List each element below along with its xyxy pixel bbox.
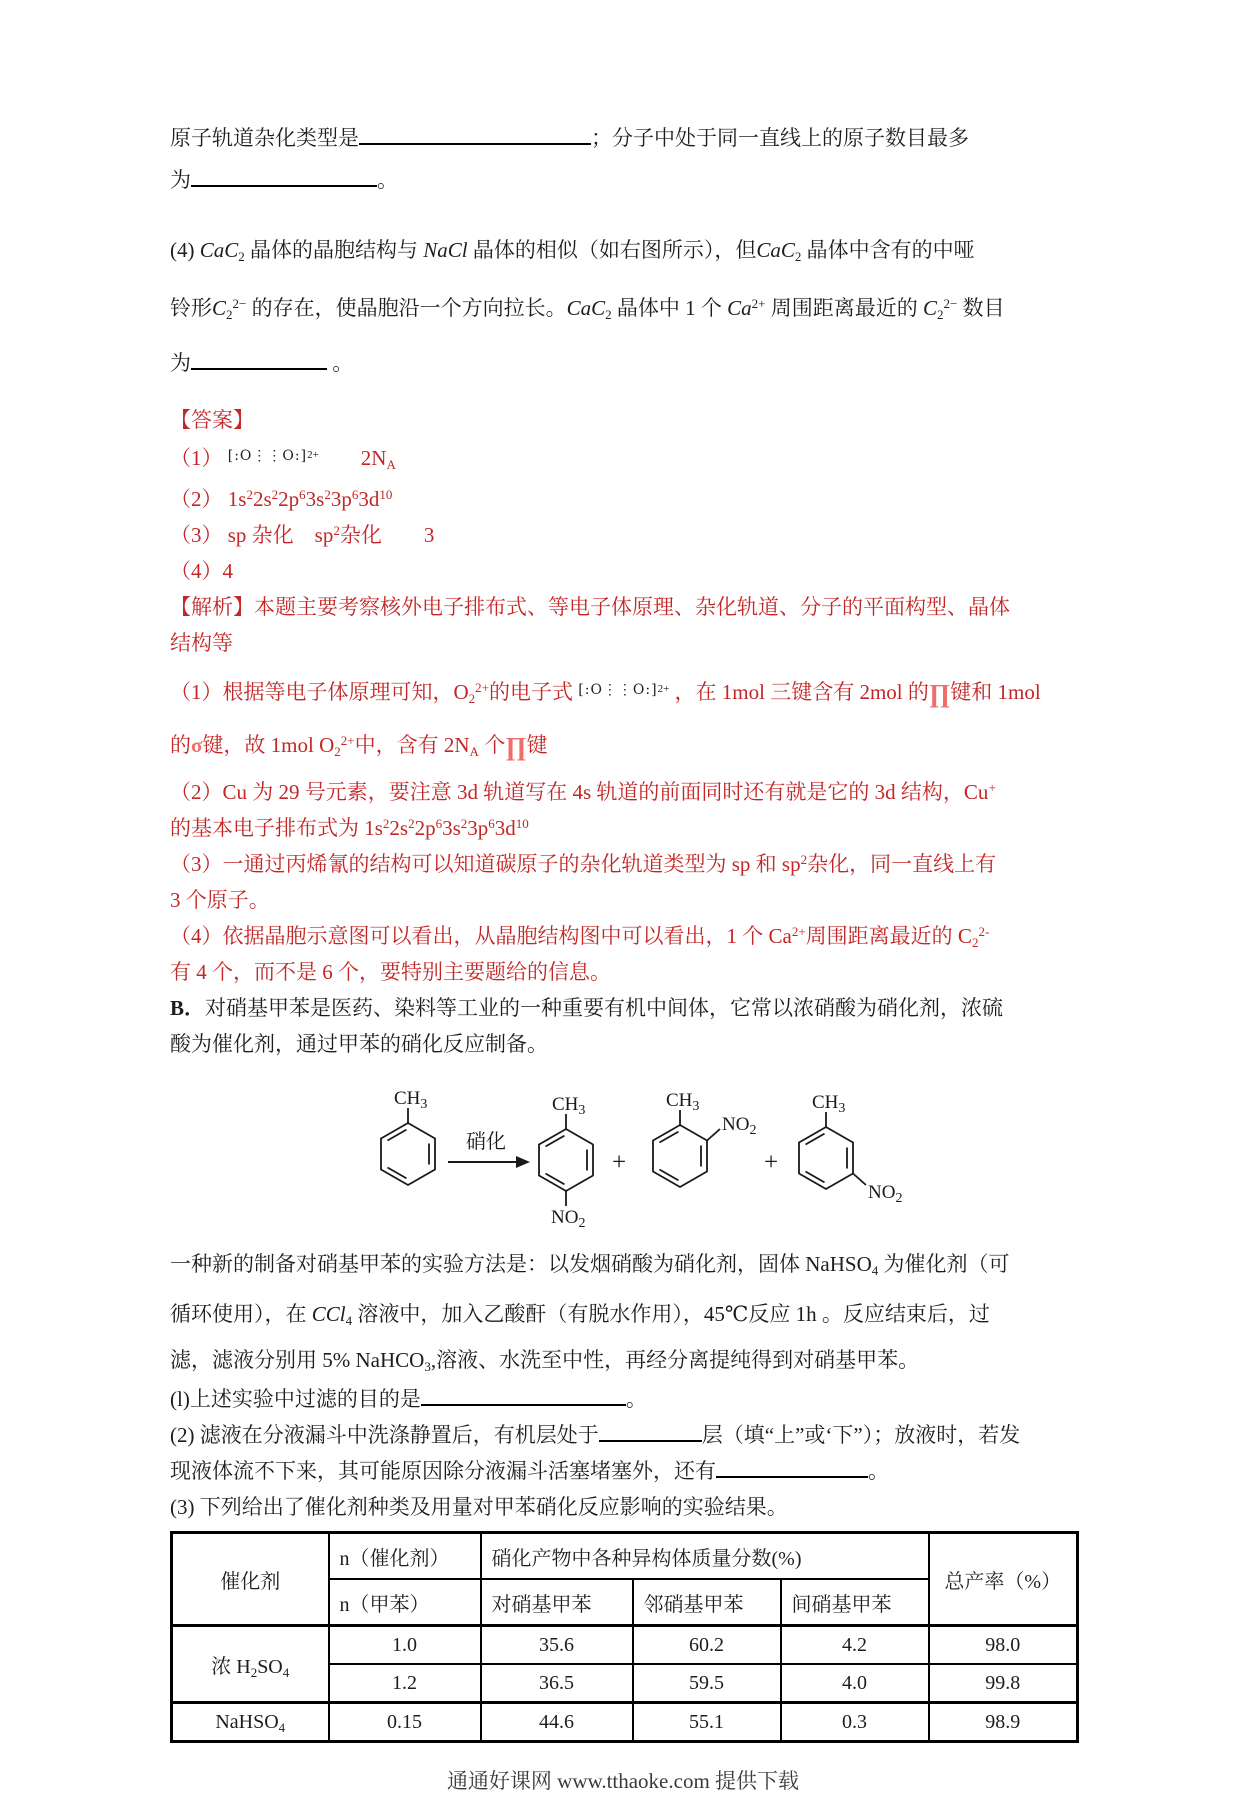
text-run: 3d — [358, 487, 380, 511]
superscript-text: 2 — [246, 487, 253, 502]
superscript-text: 2 — [408, 816, 415, 831]
answer-2-line — [170, 481, 1076, 517]
superscript-text: 2 — [333, 523, 340, 538]
subquestion2-line2 — [170, 1453, 1076, 1489]
answer-4-line — [170, 553, 1076, 589]
subscript-text: A — [469, 744, 479, 759]
subscript-text: 4 — [871, 1263, 879, 1278]
subscript-text: 2 — [794, 249, 802, 264]
table-row: 浓 $H_2SO_4$ 1.0 35.6 60.2 4.2 98.0 — [172, 1626, 1078, 1665]
text-run: 杂化 3 — [339, 523, 435, 547]
subscript-text: 2 — [226, 307, 233, 322]
text-run: 2p — [278, 487, 300, 511]
text-run: CaC — [756, 238, 795, 262]
site-footer: 通通好课网 www.tthaoke.com 提供下载 — [446, 1769, 800, 1793]
analysis-header-line2: 结构等 — [170, 631, 233, 655]
text-run: NaHSO — [215, 1710, 279, 1733]
text-run: 。 — [377, 168, 398, 192]
text-run: CaC — [566, 296, 606, 320]
arrow-label: 硝化 — [466, 1131, 506, 1153]
subscript-text: 2 — [238, 249, 245, 264]
text-run: 。 — [625, 1387, 647, 1411]
col-header-meta: 间硝基甲苯 — [781, 1579, 929, 1626]
text-run: 2N — [318, 446, 387, 470]
text-run: 杂化，同一直线上有 — [807, 852, 997, 876]
text-run: 一种新的制备对硝基甲苯的实验方法是：以发烟硝酸为硝化剂，固体 NaHSO — [170, 1252, 872, 1276]
subscript-text: 4 — [345, 1313, 353, 1328]
col-header-ratio-denominator: n（甲苯） — [329, 1579, 481, 1626]
table-row: 1.2 36.5 59.5 4.0 99.8 — [172, 1664, 1078, 1703]
analysis-3-line1 — [170, 846, 1076, 882]
text-run: ∏ — [505, 732, 527, 761]
text-run: 铃形 — [170, 296, 212, 320]
text-run: 原子轨道杂化类型是 — [170, 126, 359, 150]
svg-text:NO2: $NO_2$ — [551, 1207, 586, 1231]
text-run: ∏ — [928, 679, 951, 708]
text-run: CaC — [199, 238, 239, 262]
superscript-text: 2+ — [307, 449, 319, 461]
svg-text:CH3: $CH_3$ — [666, 1090, 700, 1114]
svg-text:CH3: $CH_3$ — [812, 1092, 846, 1116]
plus-sign: + — [764, 1149, 779, 1176]
text-run: 键和 1mol — [950, 680, 1041, 704]
text-run: 3p — [330, 487, 352, 511]
text-run: 为 — [170, 168, 191, 192]
text-run: 为 — [170, 351, 191, 375]
text-run: CCl — [311, 1302, 346, 1326]
text-run: 周围距离最近的 — [765, 296, 923, 320]
para-nitrotoluene-structure — [539, 1094, 593, 1231]
text-run: （3） sp 杂化 sp — [170, 523, 334, 547]
text-run: （2） 1s — [170, 487, 247, 511]
col-header-para: 对硝基甲苯 — [481, 1579, 633, 1626]
text-run: 为催化剂（可 — [878, 1252, 1010, 1276]
superscript-text: 2+ — [340, 733, 355, 748]
superscript-text: 2+ — [475, 680, 490, 695]
answer-blank — [716, 1474, 868, 1478]
text-run: ,溶液、水洗至中性，再经分离提纯得到对硝基甲苯。 — [430, 1348, 920, 1372]
table-row: NaHSO$_4$ 0.15 44.6 55.1 0.3 98.9 — [172, 1703, 1078, 1742]
sectionB-intro-line2: 酸为催化剂，通过甲苯的硝化反应制备。 — [170, 1032, 548, 1056]
superscript-text: 6 — [351, 487, 359, 502]
text-run: 层（填“上”或‘下”）；放液时，若发 — [701, 1423, 1021, 1447]
catalyst-results-table — [170, 1531, 1079, 1743]
superscript-text: 10 — [379, 487, 393, 502]
superscript-text: 2+ — [791, 924, 806, 939]
superscript-text: 6 — [435, 816, 443, 831]
text-run: 的电子式 — [489, 680, 579, 704]
method-line3 — [170, 1339, 1076, 1381]
answer-blank — [191, 366, 327, 370]
nitration-reaction-scheme — [320, 1066, 940, 1231]
text-run: 晶体的相似（如右图所示），但 — [467, 238, 757, 262]
text-run: B． — [170, 996, 206, 1020]
subscript-text: 2 — [605, 307, 612, 322]
text-run: 。 — [327, 351, 354, 375]
subscript-text: 2 — [334, 744, 341, 759]
text-run: NaCl — [423, 238, 468, 262]
text-run: C — [212, 296, 227, 320]
subscript-text: 2 — [250, 1664, 258, 1680]
text-run: 3p — [467, 816, 489, 840]
answer-blank — [359, 141, 591, 145]
text-run: ，在 1mol 三键含有 2mol 的 — [669, 680, 929, 704]
subquestion3-line: (3) 下列给出了催化剂种类及用量对甲苯硝化反应影响的实验结果。 — [170, 1495, 788, 1519]
text-run: [:O⋮⋮O:] — [578, 682, 658, 698]
catalyst-nahso4-cell — [172, 1703, 329, 1742]
text-run: Ca — [727, 296, 752, 320]
text-run: 中，含有 2N — [354, 733, 470, 757]
subscript-text: 2 — [971, 935, 979, 950]
analysis-1-line2 — [170, 724, 1076, 766]
answer-1-line — [170, 438, 1076, 481]
text-run: 对硝基甲苯是医药、染料等工业的一种重要有机中间体，它常以浓硝酸为硝化剂，浓硫 — [205, 996, 1004, 1020]
text-run: 晶体中含有的中哑 — [801, 238, 975, 262]
text-run: （2）Cu 为 29 号元素，要注意 3d 轨道写在 4s 轨道的前面同时还有就是它的 3d 结构，Cu — [170, 780, 989, 804]
question4-line3 — [170, 338, 1076, 388]
svg-text:NO2: $NO_2$ — [722, 1114, 757, 1138]
text-run: 3s — [305, 487, 325, 511]
text-run: C — [922, 296, 937, 320]
superscript-text: 2 — [382, 816, 390, 831]
text-run: σ — [191, 733, 203, 757]
answer-blank — [599, 1438, 702, 1442]
plus-sign: + — [612, 1149, 627, 1176]
col-header-isomer-span: 硝化产物中各种异构体质量分数(%) — [481, 1533, 929, 1580]
superscript-text: + — [988, 780, 996, 795]
text-run: 数目 — [957, 296, 1005, 320]
ortho-nitrotoluene-structure — [653, 1090, 756, 1187]
text-run: 浓 H — [211, 1655, 251, 1678]
text-run: 溶液中，加入乙酸酐（有脱水作用），45℃反应 1h 。反应结束后，过 — [352, 1302, 990, 1326]
answer-blank — [421, 1402, 626, 1406]
answer-3-line — [170, 517, 1076, 553]
text-run: 晶体中 1 个 — [611, 296, 728, 320]
superscript-text: 6 — [488, 816, 495, 831]
superscript-text: 2 — [800, 852, 808, 867]
col-header-ratio-numerator: n（催化剂） — [329, 1533, 481, 1580]
hybridization-question-line1 — [170, 118, 1076, 158]
text-run: （1）根据等电子体原理可知，O — [170, 680, 469, 704]
method-line2 — [170, 1289, 1076, 1339]
subscript-text: 2 — [468, 691, 476, 706]
text-run: （3）一通过丙烯氰的结构可以知道碳原子的杂化轨道类型为 sp 和 sp — [170, 852, 801, 876]
meta-nitrotoluene-structure — [799, 1092, 902, 1206]
analysis-1-line1 — [170, 671, 1076, 716]
text-run: 现液体流不下来，其可能原因除分液漏斗活塞堵塞外，还有 — [170, 1459, 716, 1483]
text-run: 3d — [494, 816, 516, 840]
method-line1 — [170, 1239, 1076, 1289]
text-run: 个 — [478, 733, 506, 757]
superscript-text: 2+ — [751, 296, 766, 311]
hybridization-question-line2 — [170, 158, 1076, 202]
text-run: 2s — [389, 816, 409, 840]
text-run: (2) 滤液在分液漏斗中洗涤静置后，有机层处于 — [170, 1423, 599, 1447]
subscript-text: 4 — [278, 1719, 286, 1735]
text-run: 2p — [414, 816, 436, 840]
analysis-4-line2: 有 4 个，而不是 6 个，要特别主要题给的信息。 — [170, 960, 611, 984]
col-header-yield: 总产率（%） — [929, 1533, 1078, 1626]
text-run: ；分子中处于同一直线上的原子数目最多 — [591, 126, 969, 150]
col-header-catalyst: 催化剂 — [172, 1533, 329, 1626]
superscript-text: 2 — [460, 816, 468, 831]
subscript-text: 2 — [937, 307, 944, 322]
analysis-header-line1: 【解析】本题主要考察核外电子排布式、等电子体原理、杂化轨道、分子的平面构型、晶体 — [170, 595, 1010, 619]
text-run: 的存在，使晶胞沿一个方向拉长。 — [246, 296, 567, 320]
text-run: （4）依据晶胞示意图可以看出，从晶胞结构图中可以看出，1 个 Ca — [170, 924, 792, 948]
analysis-4-line1 — [170, 918, 1076, 954]
text-run: 晶体的晶胞结构与 — [244, 238, 424, 262]
answer-header: 【答案】 — [170, 408, 254, 432]
text-run: 循环使用），在 — [170, 1302, 312, 1326]
text-run: （4）4 — [170, 559, 233, 583]
text-run: 周围距离最近的 C — [805, 924, 972, 948]
text-run: 。 — [868, 1459, 889, 1483]
question4-line2 — [170, 278, 1076, 338]
col-header-ortho: 邻硝基甲苯 — [633, 1579, 781, 1626]
analysis-2-line1 — [170, 774, 1076, 810]
superscript-text: 2− — [232, 296, 247, 311]
text-run: （1） — [170, 446, 228, 470]
sectionB-intro-line1 — [170, 990, 1076, 1026]
text-run: (l)上述实验中过滤的目的是 — [170, 1387, 421, 1411]
text-run: (4) — [170, 238, 200, 262]
text-run: 滤，滤液分别用 5% NaHCO — [170, 1348, 425, 1372]
answer-blank — [191, 183, 377, 187]
superscript-text: 2- — [978, 924, 990, 939]
subscript-text: A — [386, 457, 396, 472]
nitration-arrow — [448, 1130, 530, 1168]
subquestion2-line1 — [170, 1417, 1076, 1453]
text-run: 2s — [252, 487, 272, 511]
text-run: SO — [257, 1655, 283, 1678]
superscript-text: 2 — [324, 487, 331, 502]
subquestion1-line — [170, 1381, 1076, 1417]
svg-text:CH3: $CH_3$ — [394, 1088, 428, 1112]
superscript-text: 6 — [299, 487, 306, 502]
analysis-3-line2: 3 个原子。 — [170, 888, 270, 912]
subscript-text: 3 — [424, 1359, 431, 1374]
text-run: 的基本电子排布式为 1s — [170, 816, 383, 840]
text-run: 的 — [170, 733, 191, 757]
text-run: 键，故 1mol O — [202, 733, 335, 757]
svg-text:NO2: $NO_2$ — [868, 1182, 903, 1206]
superscript-text: 10 — [515, 816, 529, 831]
svg-text:CH3: $CH_3$ — [552, 1094, 586, 1118]
analysis-2-line2 — [170, 810, 1076, 846]
superscript-text: 2 — [271, 487, 279, 502]
text-run: 3s — [442, 816, 461, 840]
question4-line1 — [170, 222, 1076, 278]
superscript-text: 2+ — [657, 683, 670, 695]
text-run: [:O⋮⋮O:] — [227, 448, 308, 464]
subscript-text: 4 — [282, 1664, 290, 1680]
text-run: 键 — [526, 733, 548, 757]
superscript-text: 2− — [943, 296, 958, 311]
catalyst-h2so4-cell — [172, 1626, 329, 1703]
toluene-structure — [381, 1088, 435, 1185]
